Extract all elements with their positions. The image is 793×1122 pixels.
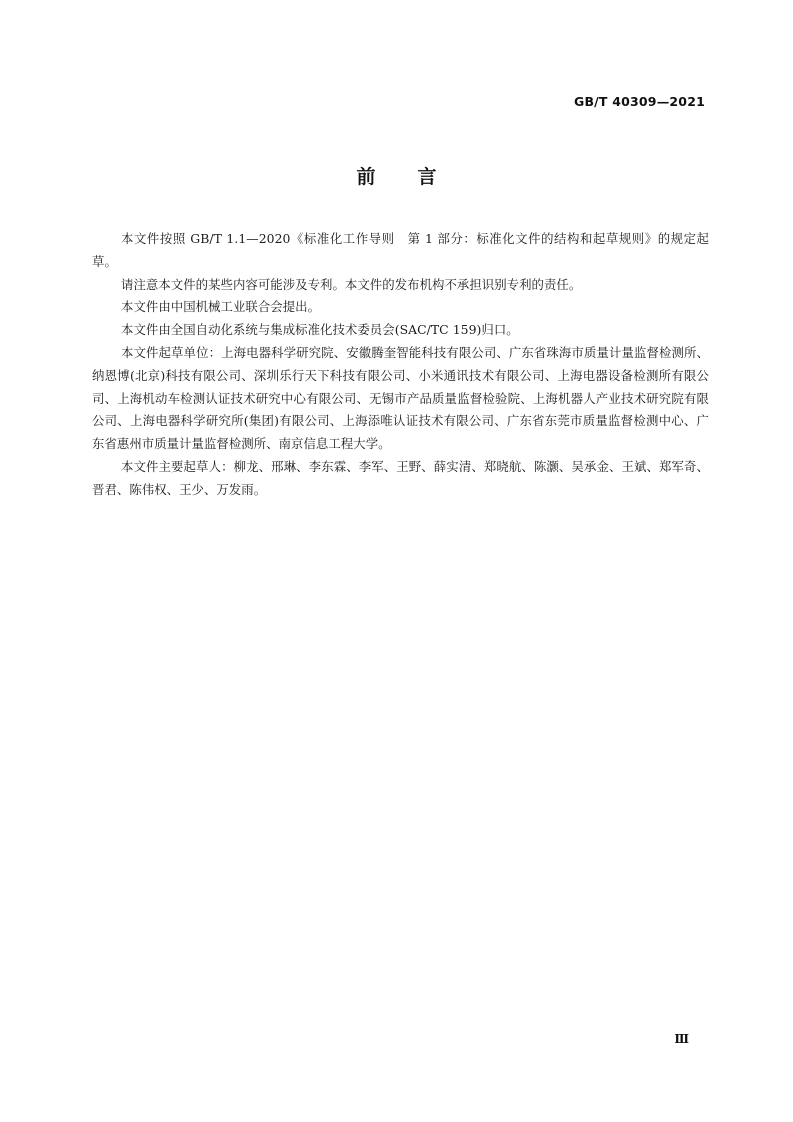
- paragraph-drafting-units: 本文件起草单位：上海电器科学研究院、安徽腾奎智能科技有限公司、广东省珠海市质量计量监督检测所、纳恩博(北京)科技有限公司、深圳乐行天下科技有限公司、小米通讯技术有限公司、上海电器设备检测所有限公司、上海机动车检测认证技术研究中心有限公司、无锡市产品质量监督检验院、上海机器人产业技术研究院有限公司、上海电器科学研究所(集团)有限公司、上海添唯认证技术有限公司、广东省东莞市质量监督检测中心、广东省惠州市质量计量监督检测所、南京信息工程大学。: [92, 344, 709, 452]
- page-title: 前言: [356, 166, 479, 188]
- paragraph-patent-notice: 请注意本文件的某些内容可能涉及专利。本文件的发布机构不承担识别专利的责任。: [121, 276, 582, 292]
- paragraph-drafting-rules: 本文件按照 GB/T 1.1—2020《标准化工作导则 第 1 部分：标准化文件的结构和起草规则》的规定起草。: [92, 231, 709, 269]
- paragraph-main-drafters: 本文件主要起草人：柳龙、邢琳、李东霖、李军、王野、薛实清、郑晓航、陈灏、吴承金、王斌、郑军奇、晋君、陈伟权、王少、万发雨。: [92, 458, 709, 497]
- page-number: Ⅲ: [674, 1032, 689, 1046]
- paragraph-under-jurisdiction: 本文件由全国自动化系统与集成标准化技术委员会(SAC/TC 159)归口。: [121, 322, 519, 338]
- standard-code: GB/T 40309—2021: [573, 94, 705, 109]
- document-body: [92, 228, 709, 502]
- paragraph-proposed-by: 本文件由中国机械工业联合会提出。: [121, 299, 321, 315]
